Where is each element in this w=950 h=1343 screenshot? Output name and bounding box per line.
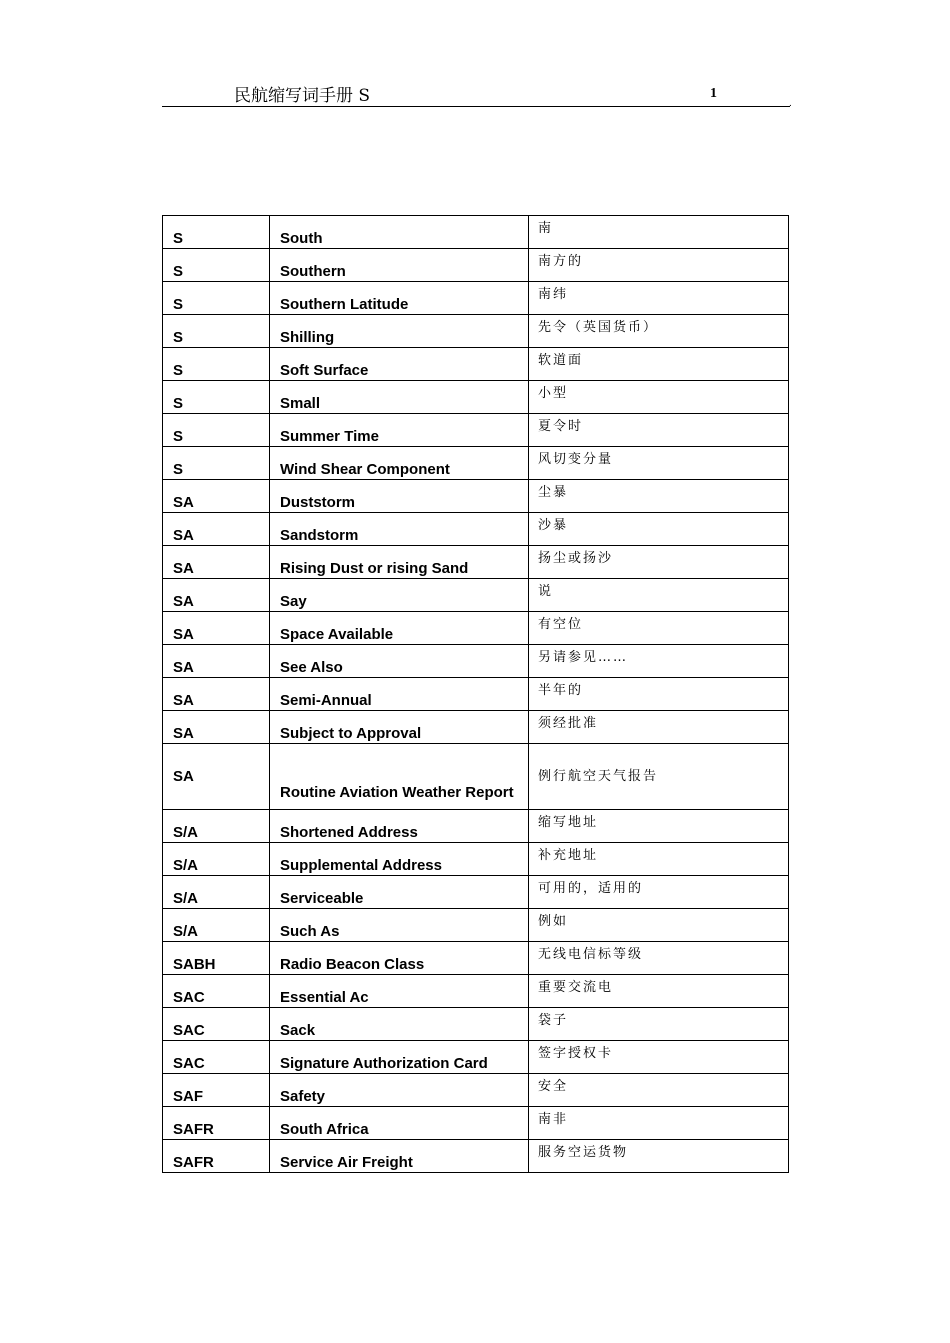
term-cell: Safety: [270, 1074, 529, 1107]
table-row: [163, 678, 789, 711]
table-row: [163, 645, 789, 678]
table-row: [163, 216, 789, 249]
header-title: 民航缩写词手册 S: [234, 86, 371, 106]
chinese-meaning-cell: 缩写地址: [529, 810, 789, 843]
table-row: [163, 876, 789, 909]
table-row: [163, 348, 789, 381]
abbreviation-cell: SAC: [163, 1008, 270, 1041]
term-cell: Radio Beacon Class: [270, 942, 529, 975]
term-cell: Small: [270, 381, 529, 414]
chinese-meaning-cell: 夏令时: [529, 414, 789, 447]
chinese-meaning-cell: 扬尘或扬沙: [529, 546, 789, 579]
abbreviation-cell: SA: [163, 513, 270, 546]
table-row: [163, 282, 789, 315]
chinese-meaning-cell: 须经批准: [529, 711, 789, 744]
chinese-meaning-cell: 可用的，适用的: [529, 876, 789, 909]
table-row: [163, 1107, 789, 1140]
term-cell: Sack: [270, 1008, 529, 1041]
term-cell: Wind Shear Component: [270, 447, 529, 480]
abbreviation-cell: SAC: [163, 1041, 270, 1074]
chinese-meaning-cell: 补充地址: [529, 843, 789, 876]
term-cell: Semi-Annual: [270, 678, 529, 711]
term-cell: Southern: [270, 249, 529, 282]
chinese-meaning-cell: 南方的: [529, 249, 789, 282]
table-row: [163, 1041, 789, 1074]
term-cell: Southern Latitude: [270, 282, 529, 315]
term-cell: Duststorm: [270, 480, 529, 513]
term-cell: Subject to Approval: [270, 711, 529, 744]
abbreviation-cell: SA: [163, 579, 270, 612]
header-dot: .: [789, 98, 792, 109]
term-cell: Sandstorm: [270, 513, 529, 546]
abbreviation-cell: SA: [163, 678, 270, 711]
table-row: [163, 975, 789, 1008]
term-cell: Signature Authorization Card: [270, 1041, 529, 1074]
abbreviation-cell: S: [163, 447, 270, 480]
term-cell: Say: [270, 579, 529, 612]
table-row: [163, 480, 789, 513]
abbreviation-cell: SA: [163, 645, 270, 678]
abbreviation-cell: S: [163, 414, 270, 447]
table-row: [163, 546, 789, 579]
chinese-meaning-cell: 有空位: [529, 612, 789, 645]
chinese-meaning-cell: 签字授权卡: [529, 1041, 789, 1074]
table-row: [163, 843, 789, 876]
table-row: [163, 447, 789, 480]
chinese-meaning-cell: 南非: [529, 1107, 789, 1140]
chinese-meaning-cell: 例如: [529, 909, 789, 942]
table-row: [163, 612, 789, 645]
term-cell: South Africa: [270, 1107, 529, 1140]
chinese-meaning-cell: 袋子: [529, 1008, 789, 1041]
chinese-meaning-cell: 软道面: [529, 348, 789, 381]
table-row: [163, 711, 789, 744]
table-row: [163, 1140, 789, 1173]
chinese-meaning-cell: 说: [529, 579, 789, 612]
chinese-meaning-cell: 南: [529, 216, 789, 249]
chinese-meaning-cell: 风切变分量: [529, 447, 789, 480]
term-cell: Summer Time: [270, 414, 529, 447]
abbreviation-cell: SAF: [163, 1074, 270, 1107]
table-row: [163, 810, 789, 843]
abbreviation-cell: SA: [163, 612, 270, 645]
table-row: [163, 381, 789, 414]
abbreviation-cell: S/A: [163, 909, 270, 942]
term-cell: Essential Ac: [270, 975, 529, 1008]
abbreviation-cell: S: [163, 348, 270, 381]
abbreviation-cell: SAC: [163, 975, 270, 1008]
chinese-meaning-cell: 尘暴: [529, 480, 789, 513]
term-cell: Soft Surface: [270, 348, 529, 381]
term-cell: Supplemental Address: [270, 843, 529, 876]
term-cell: Service Air Freight: [270, 1140, 529, 1173]
chinese-meaning-cell: 无线电信标等级: [529, 942, 789, 975]
chinese-meaning-cell: 重要交流电: [529, 975, 789, 1008]
abbreviation-table-body: [163, 216, 789, 1173]
chinese-meaning-cell: 例行航空天气报告: [529, 744, 789, 810]
table-row: [163, 909, 789, 942]
abbreviation-cell: S: [163, 282, 270, 315]
term-cell: Rising Dust or rising Sand: [270, 546, 529, 579]
table-row: [163, 1008, 789, 1041]
abbreviation-cell: SA: [163, 744, 270, 810]
abbreviation-cell: S/A: [163, 810, 270, 843]
term-cell: See Also: [270, 645, 529, 678]
abbreviation-cell: SABH: [163, 942, 270, 975]
term-cell: Routine Aviation Weather Report: [270, 744, 529, 810]
page-header: [162, 78, 790, 107]
table-row: [163, 1074, 789, 1107]
chinese-meaning-cell: 另请参见……: [529, 645, 789, 678]
table-row: [163, 942, 789, 975]
table-row: [163, 249, 789, 282]
table-row: [163, 513, 789, 546]
abbreviation-cell: SA: [163, 480, 270, 513]
table-row: [163, 579, 789, 612]
chinese-meaning-cell: 沙暴: [529, 513, 789, 546]
term-cell: Serviceable: [270, 876, 529, 909]
term-cell: Space Available: [270, 612, 529, 645]
abbreviation-table: [162, 215, 789, 1173]
term-cell: Shortened Address: [270, 810, 529, 843]
chinese-meaning-cell: 安全: [529, 1074, 789, 1107]
term-cell: South: [270, 216, 529, 249]
abbreviation-cell: SAFR: [163, 1107, 270, 1140]
term-cell: Such As: [270, 909, 529, 942]
abbreviation-cell: S/A: [163, 843, 270, 876]
abbreviation-cell: S: [163, 216, 270, 249]
abbreviation-cell: SA: [163, 546, 270, 579]
page-number: 1: [710, 86, 717, 101]
abbreviation-cell: S/A: [163, 876, 270, 909]
table-row: [163, 744, 789, 810]
chinese-meaning-cell: 服务空运货物: [529, 1140, 789, 1173]
chinese-meaning-cell: 半年的: [529, 678, 789, 711]
chinese-meaning-cell: 南纬: [529, 282, 789, 315]
chinese-meaning-cell: 小型: [529, 381, 789, 414]
table-row: [163, 315, 789, 348]
abbreviation-cell: SAFR: [163, 1140, 270, 1173]
abbreviation-cell: S: [163, 315, 270, 348]
chinese-meaning-cell: 先令（英国货币）: [529, 315, 789, 348]
abbreviation-cell: S: [163, 381, 270, 414]
abbreviation-cell: S: [163, 249, 270, 282]
table-row: [163, 414, 789, 447]
term-cell: Shilling: [270, 315, 529, 348]
abbreviation-cell: SA: [163, 711, 270, 744]
